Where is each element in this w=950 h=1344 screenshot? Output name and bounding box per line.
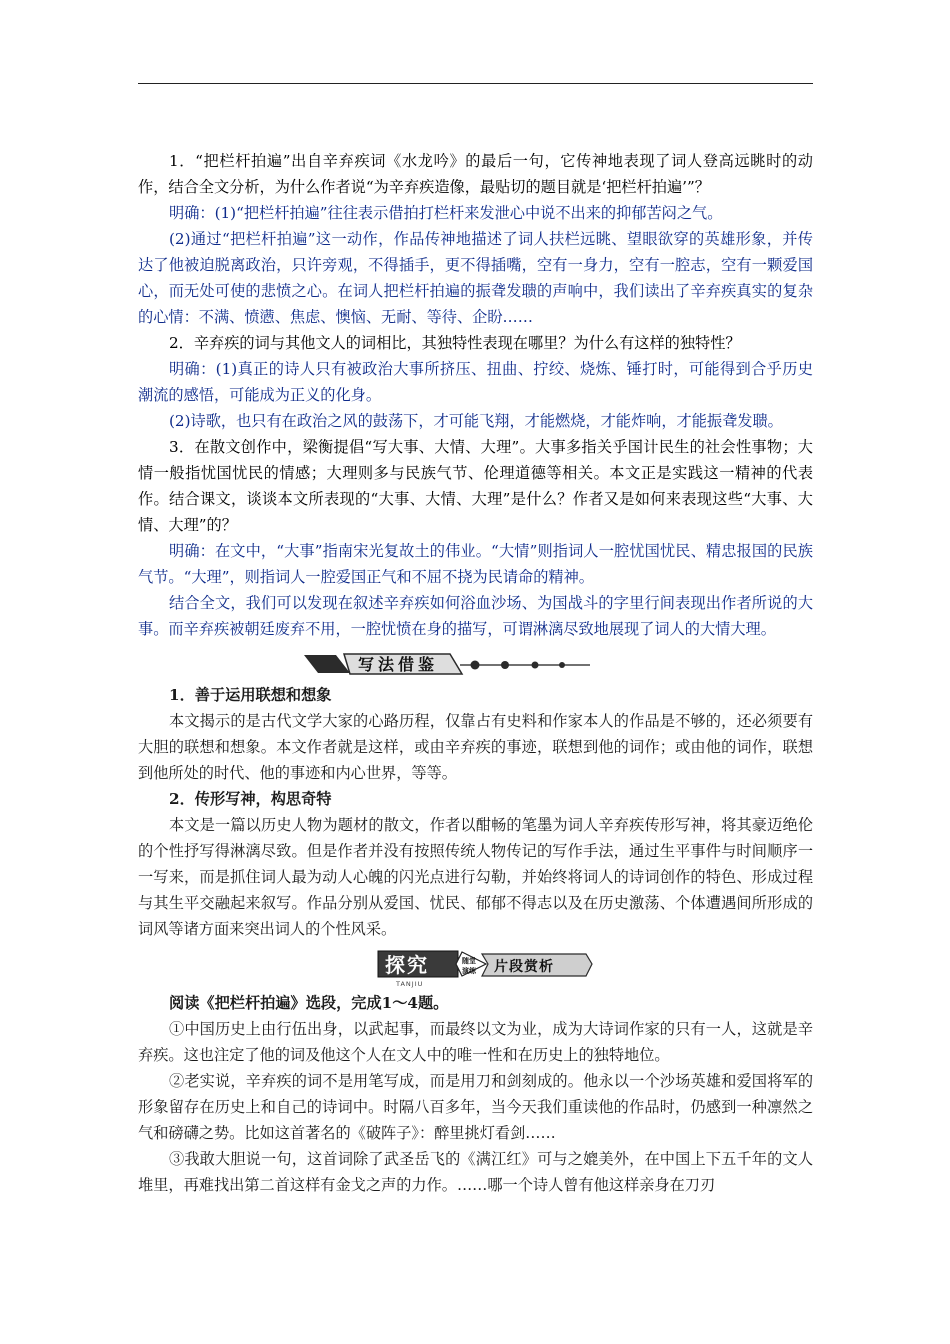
excerpt-paragraph-3: ③我敢大胆说一句，这首词除了武圣岳飞的《满江红》可与之媲美外，在中国上下五千年的文人堆里，再难找出第二首这样有金戈之声的力作。……哪一个诗人曾有他这样亲身在刀刃 xyxy=(138,1150,813,1194)
dot-icon xyxy=(501,661,509,669)
writing-section-title: 写法借鉴 xyxy=(358,655,439,674)
writing-point-2-title: 2．传形写神，构思奇特 xyxy=(169,790,332,808)
writing-banner-graphic xyxy=(300,651,600,677)
page-content xyxy=(138,148,813,1198)
question-3: 3．在散文创作中，梁衡提倡“写大事、大情、大理”。大事多指关乎国计民生的社会性事物；大情一般指忧国忧民的情感；大理则多与民族气节、伦理道德等相关。本文正是实践这一精神的代表作。结合课文，谈谈本文所表现的“大事、大情、大理”是什么？作者又是如何来表现这些“大事、大情、大理”的？ xyxy=(138,438,813,534)
writing-section-banner xyxy=(138,646,813,682)
writing-point-2-text: 本文是一篇以历史人物为题材的散文，作者以酣畅的笔墨为词人辛弃疾传形写神，将其豪迈绝伦的个性抒写得淋漓尽致。但是作者并没有按照传统人物传记的写作手法，通过生平事件与时间顺序一一写来，而是抓住词人最为动人心魄的闪光点进行勾勒，并始终将词人的诗词创作的特色、形成过程与其生平交融起来叙写。作品分别从爱国、忧民、郁郁不得志以及在历史激荡、个体遭遇间所形成的词风等诸方面来突出词人的个性风采。 xyxy=(138,816,813,938)
dot-icon xyxy=(532,662,539,669)
explore-section-banner xyxy=(138,946,813,990)
answer-3-part-2: 结合全文，我们可以发现在叙述辛弃疾如何浴血沙场、为国战斗的字里行间表现出作者所说的大事。而辛弃疾被朝廷废弃不用，一腔忧愤在身的描写，可谓淋漓尽致地展现了词人的大情大理。 xyxy=(138,594,813,638)
answer-3-part-1: 明确：在文中，“大事”指南宋光复故土的伟业。“大情”则指词人一腔忧国忧民、精忠报国的民族气节。“大理”，则指词人一腔爱国正气和不屈不挠为民请命的精神。 xyxy=(138,542,813,586)
tag-bottom: 演练 xyxy=(462,967,476,975)
writing-point-1-text: 本文揭示的是古代文学大家的心路历程，仅靠占有史料和作家本人的作品是不够的，还必须要有大胆的联想和想象。本文作者就是这样，或由辛弃疾的事迹，联想到他的词作；或由他的词作，联想到他所处的时代、他的事迹和内心世界，等等。 xyxy=(138,712,813,782)
excerpt-paragraph-2: ②老实说，辛弃疾的词不是用笔写成，而是用刀和剑刻成的。他永以一个沙场英雄和爱国将军的形象留存在历史上和自己的诗词中。时隔八百多年，当今天我们重读他的作品时，仍感到一种凛然之气和磅礴之势。比如这首著名的《破阵子》：醉里挑灯看剑…… xyxy=(138,1072,813,1142)
explore-instruction: 阅读《把栏杆拍遍》选段，完成1～4题。 xyxy=(169,994,449,1012)
question-1: 1．“把栏杆拍遍”出自辛弃疾词《水龙吟》的最后一句，它传神地表现了词人登高远眺时的动作，结合全文分析，为什么作者说“为辛弃疾造像，最贴切的题目就是‘把栏杆拍遍’”？ xyxy=(138,152,813,196)
tag-top: 随堂 xyxy=(462,957,476,965)
dot-icon xyxy=(559,662,565,668)
answer-1-part-1: 明确：(1)“把栏杆拍遍”往往表示借拍打栏杆来发泄心中说不出来的抑郁苦闷之气。 xyxy=(169,204,723,222)
question-2: 2．辛弃疾的词与其他文人的词相比，其独特性表现在哪里？为什么有这样的独特性？ xyxy=(169,334,741,352)
stripes-icon xyxy=(304,655,350,673)
explore-pinyin: TANJIU xyxy=(396,980,424,988)
dot-icon xyxy=(471,661,480,670)
explore-banner-graphic xyxy=(376,948,606,988)
explore-title-right: 片段赏析 xyxy=(494,959,554,975)
answer-2-part-1: 明确：(1)真正的诗人只有被政治大事所挤压、扭曲、拧绞、烧炼、锤打时，可能得到合乎历史潮流的感悟，可能成为正义的化身。 xyxy=(138,360,813,404)
answer-2-part-2: (2)诗歌，也只有在政治之风的鼓荡下，才可能飞翔，才能燃烧，才能炸响，才能振聋发聩。 xyxy=(169,412,783,430)
answer-1-part-2: (2)通过“把栏杆拍遍”这一动作，作品传神地描述了词人扶栏远眺、望眼欲穿的英雄形象，并传达了他被迫脱离政治，只许旁观，不得插手，更不得插嘴，空有一身力，空有一腔志，空有一颗爱国心，而无处可使的悲愤之心。在词人把栏杆拍遍的振聋发聩的声响中，我们读出了辛弃疾真实的复杂的心情：不满、愤懑、焦虑、懊恼、无耐、等待、企盼…… xyxy=(138,230,813,326)
excerpt-paragraph-1: ①中国历史上由行伍出身，以武起事，而最终以文为业，成为大诗词作家的只有一人，这就是辛弃疾。这也注定了他的词及他这个人在文人中的唯一性和在历史上的独特地位。 xyxy=(138,1020,813,1064)
explore-title-left: 探究 xyxy=(385,953,429,977)
writing-point-1-title: 1．善于运用联想和想象 xyxy=(169,686,332,704)
header-rule xyxy=(138,83,813,84)
